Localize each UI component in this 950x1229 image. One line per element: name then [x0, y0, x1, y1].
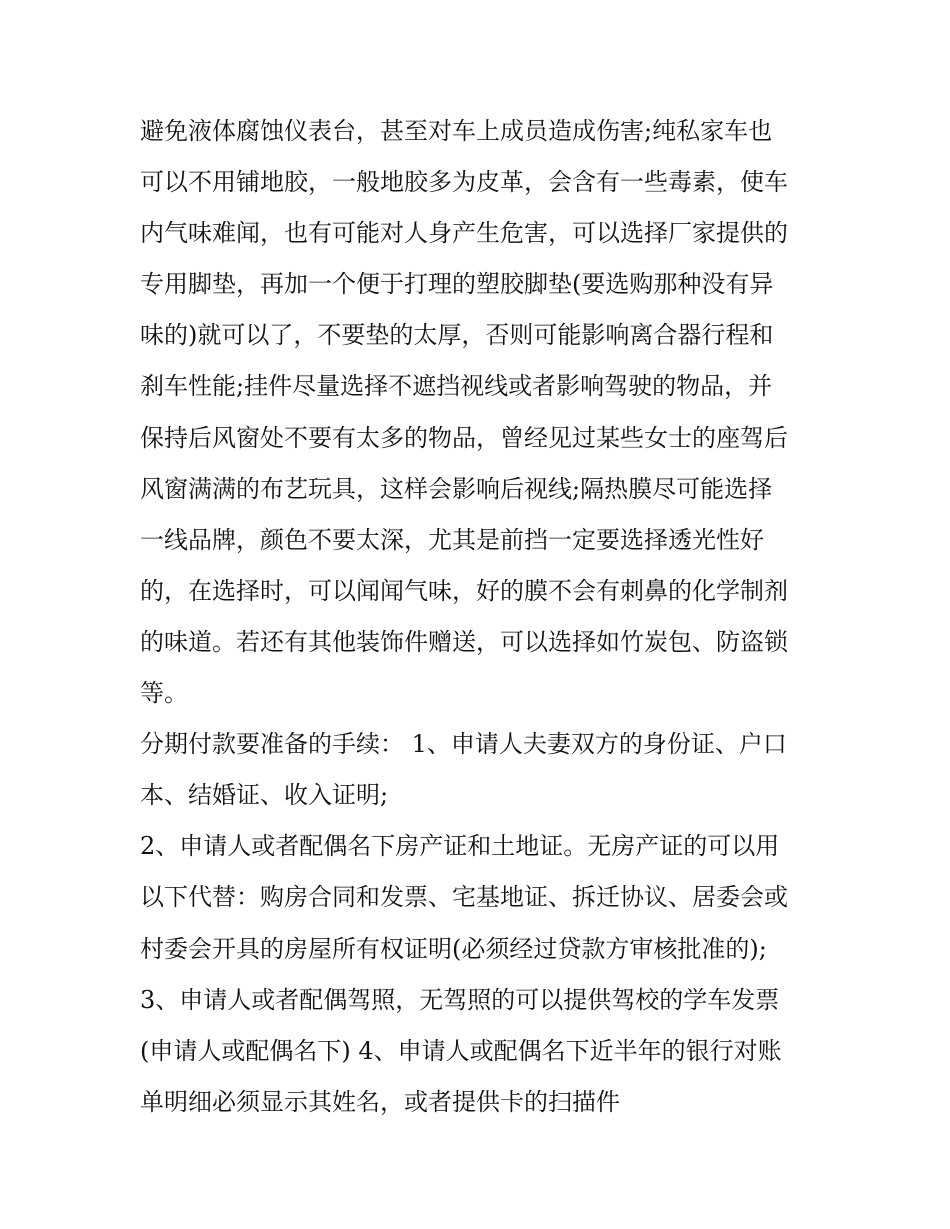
text-line: (申请人或配偶名下) 4、申请人或配偶名下近半年的银行对账	[140, 1036, 782, 1065]
text-line: 3、申请人或者配偶驾照，无驾照的可以提供驾校的学车发票	[140, 985, 780, 1014]
text-line: 避免液体腐蚀仪表台，甚至对车上成员造成伤害;纯私家车也	[140, 117, 773, 145]
text-line: 味的)就可以了，不要垫的太厚，否则可能影响离合器行程和	[140, 321, 774, 350]
text-line: 2、申请人或者配偶名下房产证和土地证。无房产证的可以用	[140, 832, 780, 861]
text-line: 保持后风窗处不要有太多的物品，曾经见过某些女士的座驾后	[140, 423, 788, 452]
text-line: 单明细必须显示其姓名，或者提供卡的扫描件	[140, 1087, 620, 1116]
body-text	[140, 106, 830, 1128]
text-line: 分期付款要准备的手续： 1、申请人夫妻双方的身份证、户口	[140, 730, 787, 759]
text-line: 刹车性能;挂件尽量选择不遮挡视线或者影响驾驶的物品，并	[140, 372, 773, 401]
text-line: 村委会开具的房屋所有权证明(必须经过贷款方审核批准的);	[140, 934, 767, 963]
text-line: 的，在选择时，可以闻闻气味，好的膜不会有刺鼻的化学制剂	[140, 576, 788, 605]
text-line: 以下代替：购房合同和发票、宅基地证、拆迁协议、居委会或	[140, 883, 788, 912]
text-line: 风窗满满的布艺玩具，这样会影响后视线;隔热膜尽可能选择	[140, 474, 773, 503]
text-line: 可以不用铺地胶，一般地胶多为皮革，会含有一些毒素，使车	[140, 168, 788, 197]
text-line: 一线品牌，颜色不要太深，尤其是前挡一定要选择透光性好	[140, 525, 764, 554]
text-line: 的味道。若还有其他装饰件赠送，可以选择如竹炭包、防盗锁	[140, 627, 788, 656]
text-line: 内气味难闻，也有可能对人身产生危害，可以选择厂家提供的	[140, 219, 788, 248]
text-line: 等。	[140, 679, 188, 708]
text-line: 本、结婚证、收入证明;	[140, 781, 389, 810]
text-line: 专用脚垫，再加一个便于打理的塑胶脚垫(要选购那种没有异	[140, 270, 774, 299]
